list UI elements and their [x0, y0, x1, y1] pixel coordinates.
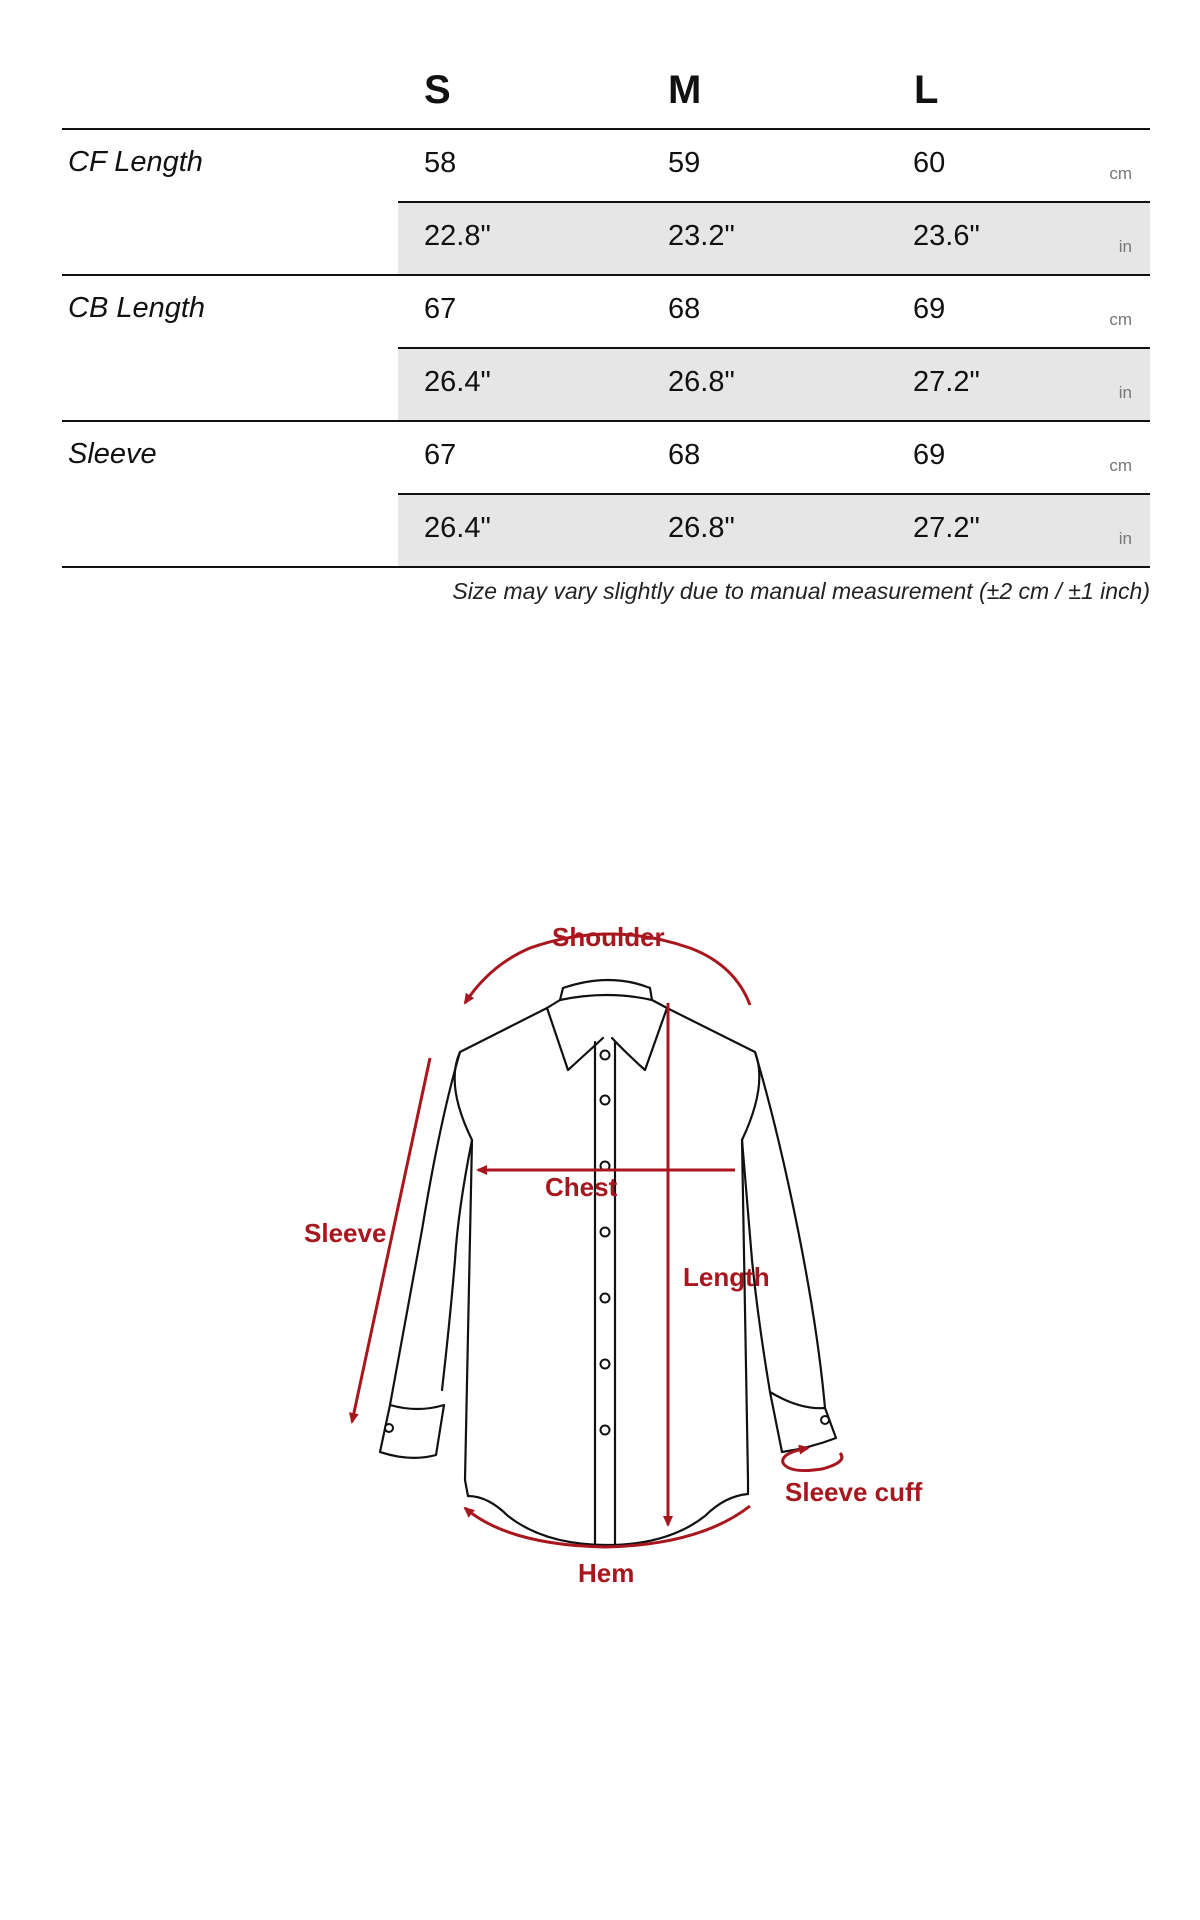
label-length: Length [683, 1262, 770, 1292]
cell-cm-m: 68 [668, 293, 701, 325]
measurement-arrows [352, 934, 842, 1547]
size-header-row [62, 60, 1150, 130]
label-chest: Chest [545, 1172, 618, 1202]
shirt-diagram-svg [0, 880, 1200, 1600]
size-header-m: M [668, 68, 702, 112]
unit-in: in [1118, 529, 1132, 548]
button [601, 1426, 610, 1435]
measure-group-cf-length [62, 130, 1150, 276]
label-shoulder: Shoulder [552, 922, 665, 952]
unit-in: in [1118, 383, 1132, 402]
label-sleeve: Sleeve [304, 1218, 387, 1248]
cell-cm-s: 67 [424, 439, 457, 471]
shirt-measurement-diagram [0, 880, 1200, 1600]
cell-cm-l: 69 [913, 293, 946, 325]
cell-cm-m: 68 [668, 439, 701, 471]
in-row [398, 349, 1150, 420]
cm-row [398, 422, 1150, 495]
unit-cm: cm [1109, 456, 1132, 475]
label-hem: Hem [578, 1558, 635, 1588]
unit-cm: cm [1109, 164, 1132, 183]
size-header-l: L [914, 68, 939, 112]
cell-in-m: 23.2" [668, 220, 735, 252]
cm-row [398, 276, 1150, 349]
size-header-s: S [424, 68, 451, 112]
cell-in-s: 26.4" [424, 512, 491, 544]
cell-in-m: 26.8" [668, 366, 735, 398]
cell-in-s: 26.4" [424, 366, 491, 398]
row-label-cf-length: CF Length [68, 146, 203, 178]
button [601, 1228, 610, 1237]
cell-cm-l: 60 [913, 147, 946, 179]
cuff-button [385, 1424, 393, 1432]
sleeve-cuff-arrow [783, 1448, 842, 1471]
cell-in-m: 26.8" [668, 512, 735, 544]
shirt-buttons [385, 1051, 829, 1435]
cell-in-l: 23.6" [913, 220, 980, 252]
button [601, 1051, 610, 1060]
in-row [398, 203, 1150, 274]
cell-in-l: 27.2" [913, 512, 980, 544]
unit-in: in [1118, 237, 1132, 256]
cell-in-l: 27.2" [913, 366, 980, 398]
unit-cm: cm [1109, 310, 1132, 329]
cell-cm-l: 69 [913, 439, 946, 471]
row-label-sleeve: Sleeve [68, 438, 157, 470]
cell-cm-m: 59 [668, 147, 701, 179]
row-label-cb-length: CB Length [68, 292, 206, 324]
in-row [398, 495, 1150, 566]
cell-in-s: 22.8" [424, 220, 491, 252]
cuff-button [821, 1416, 829, 1424]
button [601, 1360, 610, 1369]
button [601, 1096, 610, 1105]
measure-group-sleeve [62, 422, 1150, 568]
size-table [62, 60, 1150, 568]
hem-arrow [465, 1506, 750, 1547]
cm-row [398, 130, 1150, 203]
cell-cm-s: 58 [424, 147, 457, 179]
measure-group-cb-length [62, 276, 1150, 422]
cell-cm-s: 67 [424, 293, 457, 325]
label-sleeve-cuff: Sleeve cuff [785, 1477, 923, 1507]
measurement-note: Size may vary slightly due to manual measurement (±2 cm / ±1 inch) [452, 578, 1150, 604]
button [601, 1294, 610, 1303]
